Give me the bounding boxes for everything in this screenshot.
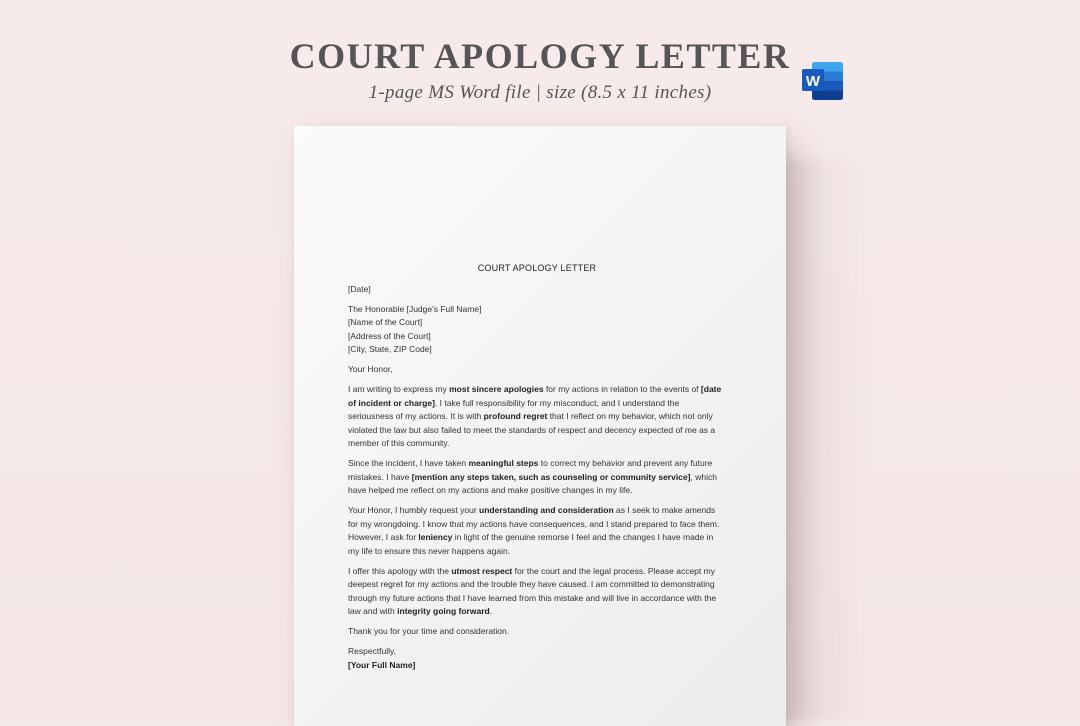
recipient-block: [348, 303, 726, 357]
page-subtitle: 1-page MS Word file | size (8.5 x 11 inches): [368, 82, 712, 103]
paragraph-4: [348, 565, 726, 619]
ms-word-icon-letter: W: [805, 73, 821, 90]
text-run: to correct my behavior and prevent any future mistakes. I have: [348, 458, 713, 482]
document-page: [294, 126, 786, 726]
paragraph-1: [348, 383, 726, 451]
text-run: .: [489, 606, 493, 616]
text-run: Your Honor, I humbly request your: [348, 505, 480, 515]
text-run: I offer this apology with the: [348, 565, 452, 576]
bold-run: [date of incident or charge]: [348, 384, 722, 408]
signature-line: [Your Full Name]: [348, 659, 416, 670]
text-run: , which have helped me reflect on my actions and make positive changes in my life.: [348, 471, 717, 495]
text-run: Since the incident, I have taken: [348, 458, 469, 468]
bold-run: meaningful steps: [468, 458, 539, 468]
text-run: in light of the genuine remorse I feel and the changes I have made in my life to ensure this never happens again.: [348, 532, 714, 556]
paragraph-2: [348, 457, 726, 498]
letter-date: [Date]: [348, 283, 371, 294]
closing-block: [348, 645, 726, 672]
bold-run: profound regret: [483, 411, 548, 421]
salutation: Your Honor,: [348, 364, 393, 374]
paper-shadow: [785, 160, 865, 720]
bold-run: understanding and consideration: [479, 505, 614, 515]
header: [0, 32, 1080, 106]
page-title: COURT APOLOGY LETTER: [289, 36, 791, 76]
recipient-line: [Name of the Court]: [348, 317, 423, 327]
bold-run: integrity going forward: [397, 606, 490, 616]
letter-body: [348, 262, 726, 679]
text-run: . I take full responsibility for my misconduct, and I understand the seriousness of my actions. It is with: [348, 397, 680, 421]
thanks-line: Thank you for your time and consideration.: [348, 626, 510, 636]
bold-run: utmost respect: [451, 565, 513, 576]
text-run: I am writing to express my: [348, 384, 450, 394]
recipient-line: [Address of the Court]: [348, 330, 431, 341]
text-run: that I reflect on my behavior, which not only violated the law but also failed to meet the standards of respect and decency expected of me as a member of this community.: [348, 411, 716, 448]
text-run: as I seek to make amends for my wrongdoing. I know that my actions have consequences, and I stand prepared to face them. However, I ask for: [348, 505, 720, 542]
recipient-line: The Honorable [Judge's Full Name]: [348, 303, 482, 314]
letter-title: COURT APOLOGY LETTER: [477, 263, 597, 273]
closing-line: Respectfully,: [348, 646, 397, 656]
bold-run: [mention any steps taken, such as counseling or community service]: [411, 471, 691, 482]
bold-run: most sincere apologies: [449, 384, 544, 394]
recipient-line: [City, State, ZIP Code]: [348, 344, 432, 354]
text-run: for my actions in relation to the events of: [543, 384, 701, 394]
paragraph-3: [348, 504, 726, 558]
text-run: for the court and the legal process. Please accept my deepest regret for my actions and the trouble they have caused. I am committed to demonstrating through my future actions that I have learned from this mistake and will live in accordance with the law and with: [348, 565, 717, 616]
bold-run: leniency: [418, 532, 453, 542]
ms-word-icon: [800, 60, 844, 102]
